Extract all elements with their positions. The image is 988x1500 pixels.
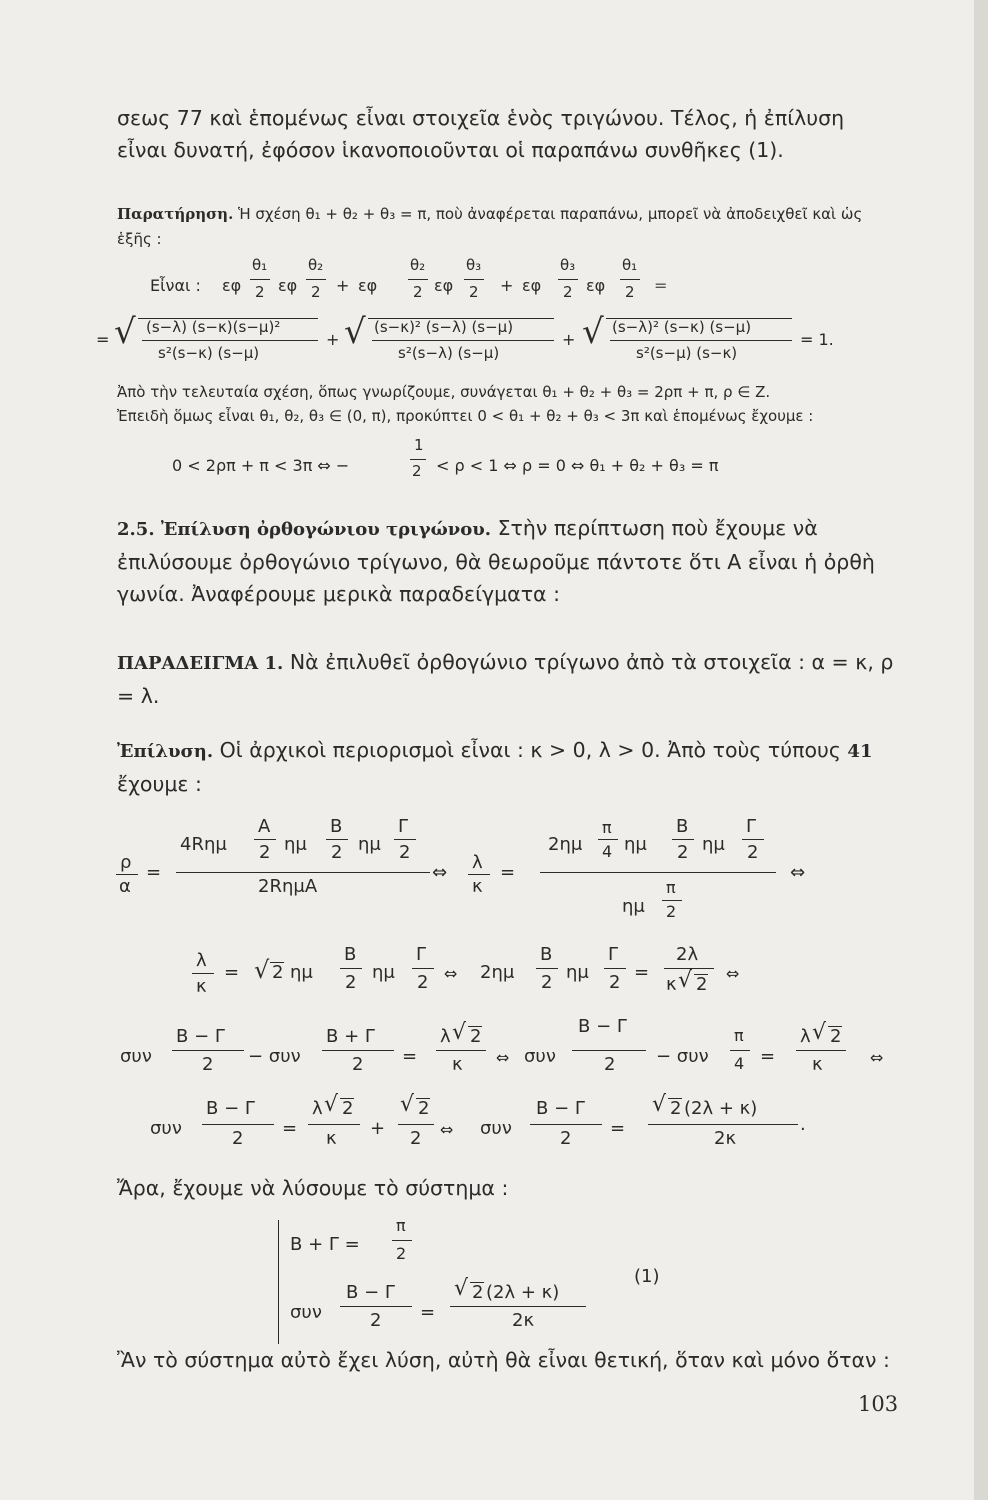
- conclusion-line-1: Ἀπὸ τὴν τελευταία σχέση, ὅπως γνωρίζουμε, συνάγεται θ₁ + θ₂ + θ₃ = 2ρπ + π, ρ ∈ Z.: [117, 383, 771, 401]
- eq1-num: θ₁: [622, 256, 638, 274]
- eq7-kappa: κ: [326, 1128, 337, 1149]
- eq7-iff: ⇔: [440, 1120, 454, 1139]
- eq4-den: 2RημΑ: [258, 876, 318, 897]
- eq1-den: 2: [311, 283, 321, 301]
- solution-label: Ἐπίλυση.: [117, 741, 214, 762]
- eq4-two: 2: [399, 842, 411, 863]
- eq1-ef: εφ: [222, 276, 242, 295]
- eq6-kappa: κ: [812, 1054, 823, 1075]
- eq7-den: 2κ: [714, 1128, 737, 1149]
- eq6-bmg: Β − Γ: [578, 1016, 627, 1037]
- eq6-syn: συν: [524, 1046, 556, 1067]
- eq6-iff: ⇔: [870, 1048, 884, 1067]
- eq2-plus: +: [326, 330, 340, 349]
- system-intro: Ἄρα, ἔχουμε νὰ λύσουμε τὸ σύστημα :: [117, 1176, 509, 1200]
- eq6-equals: =: [402, 1046, 418, 1067]
- eq7-equals: =: [282, 1118, 298, 1139]
- eq2-r1-num: (s−λ) (s−κ)(s−μ)²: [146, 318, 281, 336]
- eq4-pi: π: [666, 878, 676, 897]
- eq7-bmg: Β − Γ: [536, 1098, 585, 1119]
- eq6-kappa: κ: [452, 1054, 463, 1075]
- eq2-r3-den: s²(s−μ) (s−κ): [636, 344, 738, 362]
- eq5-two-eta: 2ημ: [480, 962, 515, 983]
- eq1-num: θ₂: [410, 256, 426, 274]
- eq4-rho: ρ: [120, 852, 132, 873]
- eq3-den: 2: [412, 462, 422, 480]
- eq7-syn: συν: [480, 1118, 512, 1139]
- eq4-equals: =: [500, 862, 516, 883]
- eq6-bmg: Β − Γ: [176, 1026, 225, 1047]
- eq4-num2: 2ημ: [548, 834, 583, 855]
- eq6-sq2: 2: [830, 1026, 842, 1047]
- eq6-iff: ⇔: [496, 1048, 510, 1067]
- section-paragraph: [117, 512, 897, 610]
- eq1-ef: εφ: [586, 276, 606, 295]
- eq4-two: 2: [666, 902, 677, 921]
- eq4-four: 4: [602, 842, 613, 861]
- eq6-minus: − συν: [656, 1046, 709, 1067]
- eq1-num: θ₃: [466, 256, 482, 274]
- eq5-two: 2: [345, 972, 357, 993]
- eq1-lead: Εἶναι :: [150, 276, 201, 295]
- final-line: Ἂν τὸ σύστημα αὐτὸ ἔχει λύση, αὐτὴ θὰ εἶναι θετική, ὅταν καὶ μόνο ὅταν :: [117, 1348, 890, 1372]
- eq4-pi: π: [602, 818, 612, 837]
- eq7-sq2: 2: [418, 1098, 430, 1119]
- eq5-G: Γ: [608, 944, 619, 965]
- eq6-lsqrt: λ: [800, 1026, 811, 1047]
- example-text: Νὰ ἐπιλυθεῖ ὀρθογώνιο τρίγωνο ἀπὸ τὰ στοιχεῖα : α = κ, ρ = λ.: [117, 650, 894, 708]
- eq4-G: Γ: [398, 816, 409, 837]
- eq7-two: 2: [560, 1128, 572, 1149]
- eq4-A: Α: [258, 816, 271, 837]
- eq5-sqrt2: 2: [272, 962, 284, 983]
- system-bmg: Β − Γ: [346, 1282, 395, 1303]
- eq1-den: 2: [625, 283, 635, 301]
- eq1-ef: εφ: [358, 276, 378, 295]
- eq1-ef: εφ: [278, 276, 298, 295]
- system-num: (2λ + κ): [486, 1282, 560, 1303]
- eq4-B: Β: [676, 816, 689, 837]
- eq3-num: 1: [414, 436, 424, 454]
- eq5-two-lambda: 2λ: [676, 944, 699, 965]
- eq5-sqrt2: 2: [696, 974, 708, 995]
- eq6-pi: π: [734, 1026, 744, 1045]
- eq2-r1-den: s²(s−κ) (s−μ): [158, 344, 260, 362]
- eq5-equals: =: [224, 962, 240, 983]
- eq1-num: θ₂: [308, 256, 324, 274]
- eq6-two: 2: [202, 1054, 214, 1075]
- eq4-den2: ημ: [622, 896, 645, 917]
- eq1-ef: εφ: [522, 276, 542, 295]
- solution-text: Οἱ ἀρχικοὶ περιορισμοὶ εἶναι : κ > 0, λ > 0. Ἀπὸ τοὺς τύπους: [219, 738, 841, 762]
- eq2-r3-num: (s−λ)² (s−κ) (s−μ): [612, 318, 752, 336]
- eq4-eta: ημ: [358, 834, 381, 855]
- eq1-den: 2: [255, 283, 265, 301]
- eq4-two: 2: [259, 842, 271, 863]
- system-sq2: 2: [472, 1282, 484, 1303]
- eq5-G: Γ: [416, 944, 427, 965]
- eq4-equals: =: [146, 862, 162, 883]
- eq5-kappa-sqrt: κ: [666, 974, 677, 995]
- eq7-lsqrt: λ: [312, 1098, 323, 1119]
- eq4-eta: ημ: [702, 834, 725, 855]
- eq6-bpg: Β + Γ: [326, 1026, 375, 1047]
- eq5-eta: ημ: [290, 962, 313, 983]
- eq1-den: 2: [469, 283, 479, 301]
- remark-text: Ἡ σχέση θ₁ + θ₂ + θ₃ = π, ποὺ ἀναφέρεται παραπάνω, μπορεῖ νὰ ἀποδειχθεῖ καὶ ὡς ἑξῆς :: [117, 205, 863, 248]
- eq7-plus: +: [370, 1118, 386, 1139]
- eq7-dot: .: [800, 1114, 806, 1135]
- eq5-B: Β: [540, 944, 553, 965]
- example-paragraph: [117, 646, 897, 712]
- eq6-minus: − συν: [248, 1046, 301, 1067]
- system-two: 2: [370, 1310, 382, 1331]
- eq5-two: 2: [541, 972, 553, 993]
- eq5-eta: ημ: [372, 962, 395, 983]
- eq4-num: 4Rημ: [180, 834, 227, 855]
- eq2-result: = 1.: [800, 330, 834, 349]
- eq1-equals: =: [654, 276, 668, 295]
- eq3-left: 0 < 2ρπ + π < 3π ⇔ −: [172, 456, 350, 475]
- eq5-eta: ημ: [566, 962, 589, 983]
- eq4-lambda: λ: [472, 852, 483, 873]
- eq6-two: 2: [604, 1054, 616, 1075]
- eq6-syn: συν: [120, 1046, 152, 1067]
- eq5-lambda: λ: [196, 950, 207, 971]
- eq7-sq2: 2: [670, 1098, 682, 1119]
- eq1-plus: +: [336, 276, 350, 295]
- eq1-plus: +: [500, 276, 514, 295]
- eq4-eta: ημ: [284, 834, 307, 855]
- eq7-two: 2: [410, 1128, 422, 1149]
- eq2-r2-den: s²(s−λ) (s−μ): [398, 344, 500, 362]
- system-row1: Β + Γ =: [290, 1234, 360, 1255]
- system-pi: π: [396, 1216, 406, 1235]
- solution-paragraph: [117, 734, 897, 800]
- system-label: (1): [634, 1266, 660, 1287]
- eq7-num: (2λ + κ): [684, 1098, 758, 1119]
- eq7-bmg: Β − Γ: [206, 1098, 255, 1119]
- conclusion-line-2: Ἐπειδὴ ὅμως εἶναι θ₁, θ₂, θ₃ ∈ (0, π), προκύπτει 0 < θ₁ + θ₂ + θ₃ < 3π καὶ ἑπομένως ἔχουμε :: [117, 407, 814, 425]
- eq7-equals: =: [610, 1118, 626, 1139]
- eq4-B: Β: [330, 816, 343, 837]
- eq1-num: θ₁: [252, 256, 268, 274]
- eq4-two: 2: [331, 842, 343, 863]
- eq5-iff: ⇔: [444, 964, 458, 983]
- system-syn: συν: [290, 1302, 322, 1323]
- eq1-num: θ₃: [560, 256, 576, 274]
- solution-tail: ἔχουμε :: [117, 772, 202, 796]
- example-label: ΠΑΡΑΔΕΙΓΜΑ 1.: [117, 653, 284, 674]
- section-text: Στὴν περίπτωση ποὺ ἔχουμε νὰ ἐπιλύσουμε ὀρθογώνιο τρίγωνο, θὰ θεωροῦμε πάντοτε ὅτι Α εἶναι ἡ ὀρθὴ γωνία. Ἀναφέρουμε μερικὰ παραδείγματα :: [117, 516, 875, 606]
- eq4-iff: ⇔: [432, 862, 448, 883]
- eq2-r2-num: (s−κ)² (s−λ) (s−μ): [374, 318, 514, 336]
- section-heading: 2.5. Ἐπίλυση ὀρθογώνιου τριγώνου.: [117, 519, 492, 540]
- eq1-ef: εφ: [434, 276, 454, 295]
- page-number: 103: [858, 1392, 899, 1416]
- eq5-kappa: κ: [196, 976, 207, 997]
- eq7-syn: συν: [150, 1118, 182, 1139]
- remark-paragraph: [117, 202, 897, 252]
- eq6-two: 2: [352, 1054, 364, 1075]
- system-den: 2κ: [512, 1310, 535, 1331]
- eq6-four: 4: [734, 1054, 745, 1073]
- eq1-den: 2: [563, 283, 573, 301]
- intro-paragraph: σεως 77 καὶ ἑπομένως εἶναι στοιχεῖα ἑνὸς τριγώνου. Τέλος, ἡ ἐπίλυση εἶναι δυνατή, ἐφόσον ἱκανοποιοῦνται οἱ παραπάνω συνθῆκες (1).: [117, 106, 845, 162]
- solution-ref: 41: [847, 741, 873, 762]
- eq7-two: 2: [232, 1128, 244, 1149]
- eq1-den: 2: [413, 283, 423, 301]
- page-edge: [974, 0, 988, 1500]
- eq3-right: < ρ < 1 ⇔ ρ = 0 ⇔ θ₁ + θ₂ + θ₃ = π: [436, 456, 719, 475]
- eq4-iff: ⇔: [790, 862, 806, 883]
- eq5-two: 2: [609, 972, 621, 993]
- system-equals: =: [420, 1302, 436, 1323]
- eq4-two: 2: [747, 842, 759, 863]
- eq7-sq2: 2: [342, 1098, 354, 1119]
- eq5-iff: ⇔: [726, 964, 740, 983]
- eq2-equals: =: [96, 330, 110, 349]
- eq4-kappa: κ: [472, 876, 483, 897]
- eq4-G: Γ: [746, 816, 757, 837]
- eq5-B: Β: [344, 944, 357, 965]
- eq4-alpha: α: [119, 876, 131, 897]
- eq6-equals: =: [760, 1046, 776, 1067]
- eq6-sq2: 2: [470, 1026, 482, 1047]
- eq4-two: 2: [677, 842, 689, 863]
- eq6-lsqrt: λ: [440, 1026, 451, 1047]
- eq5-equals: =: [634, 962, 650, 983]
- eq5-two: 2: [417, 972, 429, 993]
- system-two: 2: [396, 1244, 407, 1263]
- eq4-eta: ημ: [624, 834, 647, 855]
- eq2-plus: +: [562, 330, 576, 349]
- remark-label: Παρατήρηση.: [117, 205, 234, 223]
